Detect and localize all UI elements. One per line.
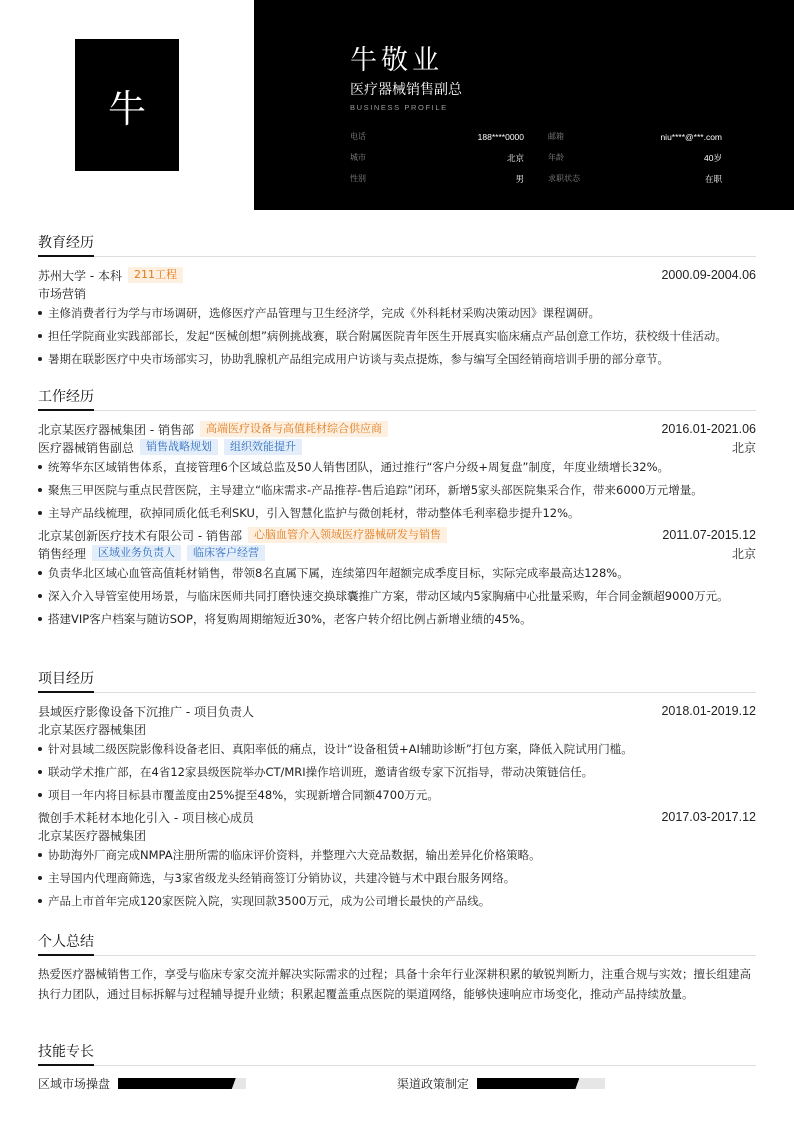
candidate-name: 牛敬业	[350, 45, 443, 76]
job-date: 2011.07-2015.12	[662, 528, 756, 542]
project-date: 2017.03-2017.12	[661, 810, 756, 824]
info-value: 在职	[704, 173, 722, 184]
info-status	[548, 168, 722, 189]
job-header	[38, 420, 756, 438]
avatar	[75, 39, 179, 171]
company-tag: 高端医疗设备与高值耗材综合供应商	[200, 421, 388, 437]
skill-tag: 临床客户经营	[187, 545, 265, 561]
education-bullets	[38, 305, 756, 367]
skill-name: 渠道政策制定	[397, 1077, 470, 1091]
list-item: 深入介入导管室使用场景，与临床医师共同打磨快速交换球囊推广方案，带动区域内5家胸痛中心批量采购，年合同金额超9000万元。	[38, 588, 756, 604]
list-item: 主修消费者行为学与市场调研，选修医疗产品管理与卫生经济学，完成《外科耗材采购决策动因》课程调研。	[38, 305, 756, 321]
skill-bar	[477, 1078, 605, 1089]
section-divider	[38, 1065, 756, 1066]
list-item: 主导产品线梳理，砍掉同质化低毛利SKU，引入智慧化监护与微创耗材，带动整体毛利率稳步提升12%。	[38, 505, 756, 521]
list-item: 统筹华东区域销售体系，直接管理6个区域总监及50人销售团队，通过推行“客户分级+周复盘”制度，年度业绩增长32%。	[38, 459, 756, 475]
job-bullets	[38, 565, 756, 627]
skill-bar	[118, 1078, 246, 1089]
info-label: 年龄	[548, 153, 564, 162]
skill-name: 区域市场操盘	[38, 1077, 111, 1091]
education-header	[38, 266, 756, 284]
info-label: 电话	[350, 132, 366, 141]
list-item: 联动学术推广部，在4省12家县级医院举办CT/MRI操作培训班，邀请省级专家下沉指导，带动决策链信任。	[38, 764, 756, 780]
info-age	[548, 147, 722, 168]
projects-section	[38, 668, 756, 916]
info-gender	[350, 168, 524, 189]
summary-text: 热爱医疗器械销售工作，享受与临床专家交流并解决实际需求的过程；具备十余年行业深耕积累的敏锐判断力，注重合规与实效；擅长组建高执行力团队，通过目标拆解与过程辅导提升业绩；积累起覆盖重点医院的渠道网络，能够快速响应市场变化，推动产品持续放量。	[38, 967, 751, 1001]
list-item: 项目一年内将目标县市覆盖度由25%提至48%，实现新增合同额4700万元。	[38, 787, 756, 803]
job-header	[38, 526, 756, 544]
section-title: 项目经历	[38, 668, 94, 693]
info-label: 邮箱	[548, 132, 564, 141]
avatar-char: 牛	[107, 86, 146, 131]
company-tag: 心脑血管介入领域医疗器械研发与销售	[248, 527, 447, 543]
education-date: 2000.09-2004.06	[661, 268, 756, 282]
skill-item	[38, 1075, 397, 1092]
job-title: 医疗器械销售副总	[350, 82, 462, 98]
project-header	[38, 808, 756, 826]
skills-list	[38, 1075, 756, 1092]
list-item: 产品上市首年完成120家医院入院，实现回款3500万元，成为公司增长最快的产品线。	[38, 893, 756, 909]
section-title: 工作经历	[38, 386, 94, 411]
section-divider	[38, 692, 756, 693]
list-item: 主导国内代理商筛选，与3家省级龙头经销商签订分销协议，共建冷链与术中跟台服务网络。	[38, 870, 756, 886]
job-bullets	[38, 459, 756, 521]
education-section	[38, 232, 756, 374]
job-position-row	[38, 438, 756, 456]
position: 销售经理	[38, 546, 87, 561]
profile-tag: BUSINESS PROFILE	[350, 103, 448, 112]
job-location: 北京	[731, 546, 756, 561]
position: 医疗器械销售副总	[38, 440, 135, 455]
project-bullets	[38, 847, 756, 909]
info-email	[548, 126, 722, 147]
skill-fill	[477, 1078, 579, 1089]
job-position-row	[38, 544, 756, 562]
job-date: 2016.01-2021.06	[661, 422, 756, 436]
info-city	[350, 147, 524, 168]
list-item: 负责华北区域心血管高值耗材销售，带领8名直属下属，连续第四年超额完成季度目标，实际完成率最高达128%。	[38, 565, 756, 581]
job-location: 北京	[731, 440, 756, 455]
project-name: 微创手术耗材本地化引入 - 项目核心成员	[38, 810, 254, 825]
project-bullets	[38, 741, 756, 803]
list-item: 暑期在联影医疗中央市场部实习，协助乳腺机产品组完成用户访谈与卖点提炼，参与编写全国经销商培训手册的部分章节。	[38, 351, 756, 367]
list-item: 搭建VIP客户档案与随访SOP，将复购周期缩短近30%，老客户转介绍比例占新增业绩的45%。	[38, 611, 756, 627]
info-phone	[350, 126, 524, 147]
list-item: 担任学院商业实践部部长，发起“医械创想”病例挑战赛，联合附属医院青年医生开展真实临床痛点产品创意工作坊，获校级十佳活动。	[38, 328, 756, 344]
project-org: 北京某医疗器械集团	[38, 722, 147, 737]
info-value: 188****0000	[477, 131, 524, 142]
school-tag: 211工程	[128, 267, 183, 283]
info-value: niu****@***.com	[660, 131, 722, 142]
summary-section	[38, 931, 756, 1004]
info-grid	[350, 126, 722, 189]
skill-tag: 销售战略规划	[140, 439, 218, 455]
project-date: 2018.01-2019.12	[661, 704, 756, 718]
info-value: 40岁	[704, 152, 722, 163]
list-item: 协助海外厂商完成NMPA注册所需的临床评价资料，并整理六大竞品数据，输出差异化价格策略。	[38, 847, 756, 863]
skill-item	[397, 1075, 756, 1092]
info-label: 城市	[350, 153, 366, 162]
info-value: 北京	[506, 152, 524, 163]
section-title: 教育经历	[38, 232, 94, 257]
project-name: 县域医疗影像设备下沉推广 - 项目负责人	[38, 704, 254, 719]
skill-tag: 区域业务负责人	[92, 545, 181, 561]
major: 市场营销	[38, 286, 87, 301]
work-section	[38, 386, 756, 634]
section-divider	[38, 256, 756, 257]
project-header	[38, 702, 756, 720]
info-value: 男	[515, 173, 524, 184]
section-title: 个人总结	[38, 931, 94, 956]
skill-tag: 组织效能提升	[224, 439, 302, 455]
list-item: 针对县域二级医院影像科设备老旧、真阳率低的痛点，设计“设备租赁+AI辅助诊断”打包方案，降低入院试用门槛。	[38, 741, 756, 757]
project-org: 北京某医疗器械集团	[38, 828, 147, 843]
company-name: 北京某创新医疗技术有限公司 - 销售部	[38, 528, 242, 543]
skills-section	[38, 1041, 756, 1092]
info-label: 求职状态	[548, 174, 580, 183]
company-name: 北京某医疗器械集团 - 销售部	[38, 422, 194, 437]
section-title: 技能专长	[38, 1041, 94, 1066]
info-label: 性别	[350, 174, 366, 183]
list-item: 聚焦三甲医院与重点民营医院，主导建立“临床需求-产品推荐-售后追踪”闭环，新增5家头部医院集采合作，带来6000万元增量。	[38, 482, 756, 498]
skill-fill	[118, 1078, 236, 1089]
school-name: 苏州大学 - 本科	[38, 268, 122, 283]
section-divider	[38, 955, 756, 956]
section-divider	[38, 410, 756, 411]
